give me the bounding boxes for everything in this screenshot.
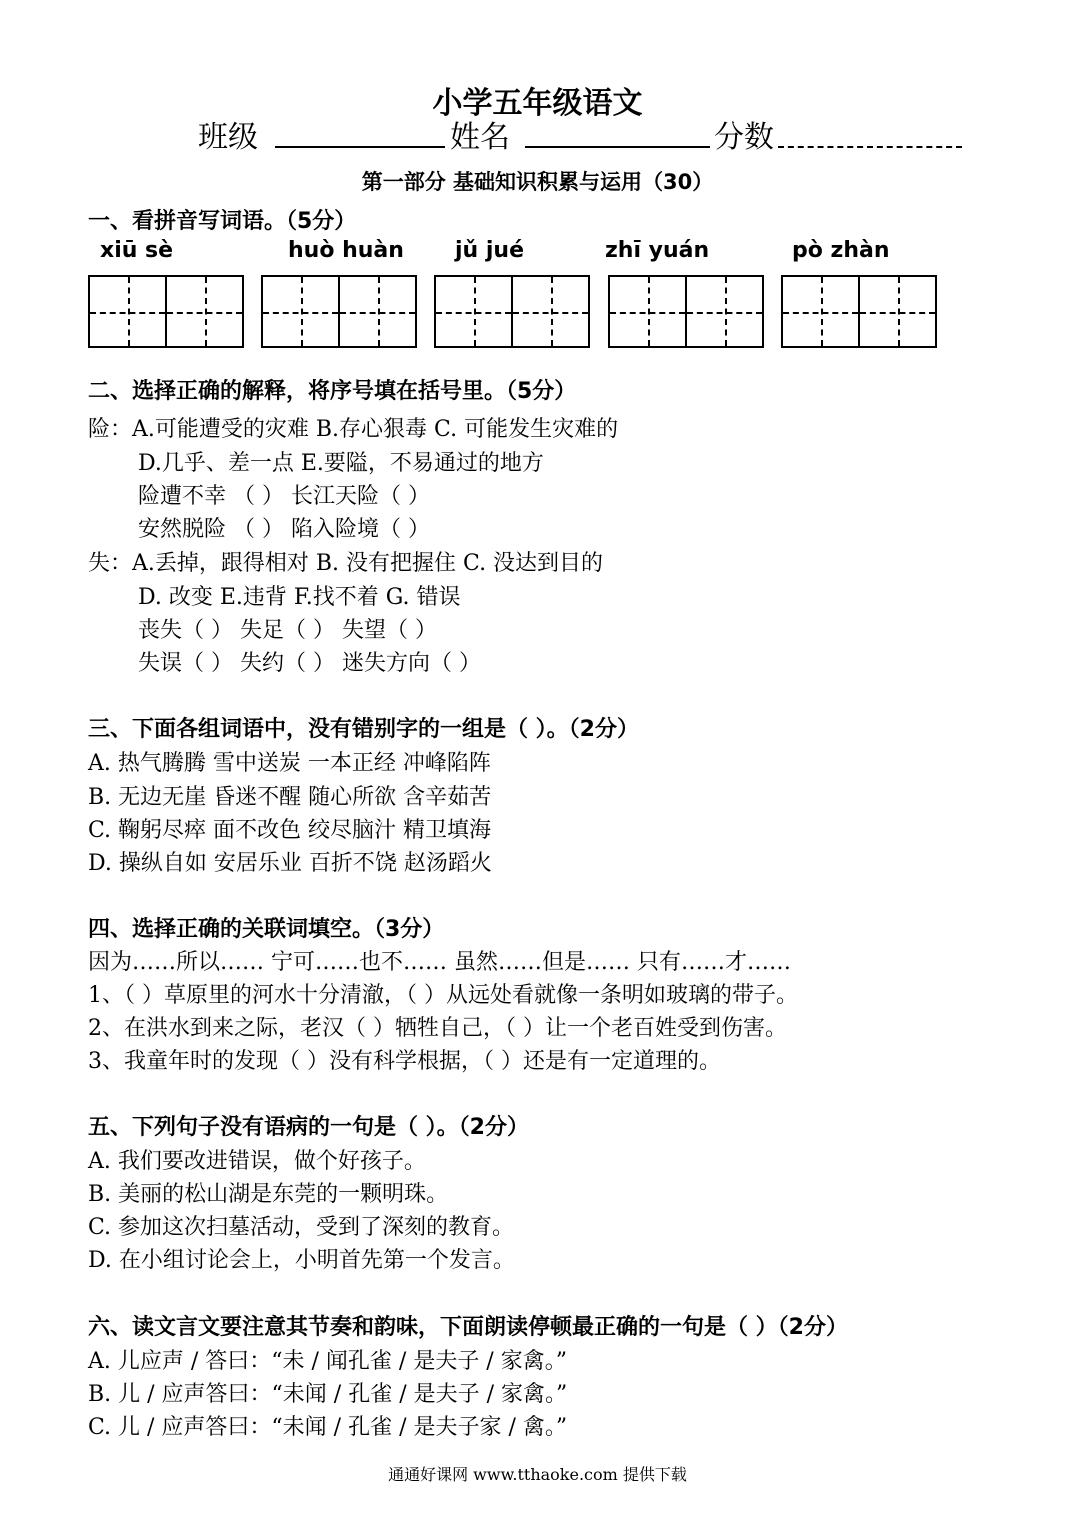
q2-line: D. 改变 E.违背 F.找不着 G. 错误: [138, 585, 461, 610]
part-heading: 第一部分 基础知识积累与运用（30）: [361, 170, 714, 194]
writing-box-3[interactable]: [434, 275, 590, 348]
q5-option: C. 参加这次扫墓活动，受到了深刻的教育。: [88, 1215, 515, 1240]
q5-option: A. 我们要改进错误，做个好孩子。: [88, 1149, 426, 1174]
pinyin-2: huò huàn: [288, 238, 404, 263]
q2-line: 丧失（ ） 失足（ ） 失望（ ）: [138, 618, 437, 643]
writing-box-5[interactable]: [781, 275, 937, 348]
name-blank[interactable]: [525, 118, 710, 152]
q4-title: 四、选择正确的关联词填空。（3分）: [88, 917, 445, 942]
q6-option: C. 儿 / 应声答曰：“未闻 / 孔雀 / 是夫子家 / 禽。”: [88, 1415, 568, 1440]
q2-line: 险：A.可能遭受的灾难 B.存心狠毒 C. 可能发生灾难的: [88, 417, 619, 442]
q4-line: 因为……所以…… 宁可……也不…… 虽然……但是…… 只有……才……: [88, 950, 791, 975]
class-label: 班级: [198, 120, 258, 155]
q1-title: 一、看拼音写词语。（5分）: [88, 209, 357, 234]
q5-option: D. 在小组讨论会上，小明首先第一个发言。: [88, 1248, 515, 1273]
q4-line: 1、（ ）草原里的河水十分清澈，（ ）从远处看就像一条明如玻璃的带子。: [88, 983, 798, 1008]
score-blank[interactable]: [778, 118, 962, 152]
writing-box-1[interactable]: [88, 275, 244, 348]
q5-option: B. 美丽的松山湖是东莞的一颗明珠。: [88, 1182, 449, 1207]
pinyin-5: pò zhàn: [792, 238, 890, 263]
q4-line: 2、在洪水到来之际，老汉（ ）牺牲自己，（ ）让一个老百姓受到伤害。: [88, 1016, 787, 1041]
q3-option: D. 操纵自如 安居乐业 百折不饶 赵汤蹈火: [88, 851, 492, 876]
page-title: 小学五年级语文: [432, 86, 643, 121]
writing-box-2[interactable]: [261, 275, 417, 348]
q6-option: A. 儿应声 / 答曰：“未 / 闻孔雀 / 是夫子 / 家禽。”: [88, 1349, 567, 1374]
q2-line: 失：A.丢掉，跟得相对 B. 没有把握住 C. 没达到目的: [88, 551, 604, 576]
q4-line: 3、我童年时的发现（ ）没有科学根据，（ ）还是有一定道理的。: [88, 1049, 721, 1074]
q2-line: 失误（ ） 失约（ ） 迷失方向（ ）: [138, 651, 481, 676]
q3-option: C. 鞠躬尽瘁 面不改色 绞尽脑汁 精卫填海: [88, 818, 492, 843]
q2-line: 险遭不幸 （ ） 长江天险（ ）: [138, 484, 430, 509]
pinyin-4: zhī yuán: [605, 238, 710, 263]
pinyin-1: xiū sè: [100, 238, 174, 263]
q3-option: B. 无边无崖 昏迷不醒 随心所欲 含辛茹苦: [88, 785, 492, 810]
q3-title: 三、下面各组词语中，没有错别字的一组是（ ）。（2分）: [88, 717, 639, 742]
score-label: 分数: [714, 120, 774, 155]
q2-line: 安然脱险 （ ） 陷入险境（ ）: [138, 517, 430, 542]
q2-line: D.几乎、差一点 E.要隘，不易通过的地方: [138, 451, 544, 476]
name-label: 姓名: [450, 120, 510, 155]
pinyin-3: jǔ jué: [455, 238, 524, 263]
q6-title: 六、读文言文要注意其节奏和韵味，下面朗读停顿最正确的一句是（ ）（2分）: [88, 1315, 848, 1340]
class-blank[interactable]: [275, 118, 445, 152]
q5-title: 五、下列句子没有语病的一句是（ ）。（2分）: [88, 1115, 529, 1140]
q2-title: 二、选择正确的解释，将序号填在括号里。（5分）: [88, 379, 577, 404]
writing-box-4[interactable]: [608, 275, 764, 348]
q3-option: A. 热气腾腾 雪中送炭 一本正经 冲峰陷阵: [88, 751, 491, 776]
q6-option: B. 儿 / 应声答曰：“未闻 / 孔雀 / 是夫子 / 家禽。”: [88, 1382, 568, 1407]
footer: 通通好课网 www.tthaoke.com 提供下载: [388, 1465, 687, 1484]
